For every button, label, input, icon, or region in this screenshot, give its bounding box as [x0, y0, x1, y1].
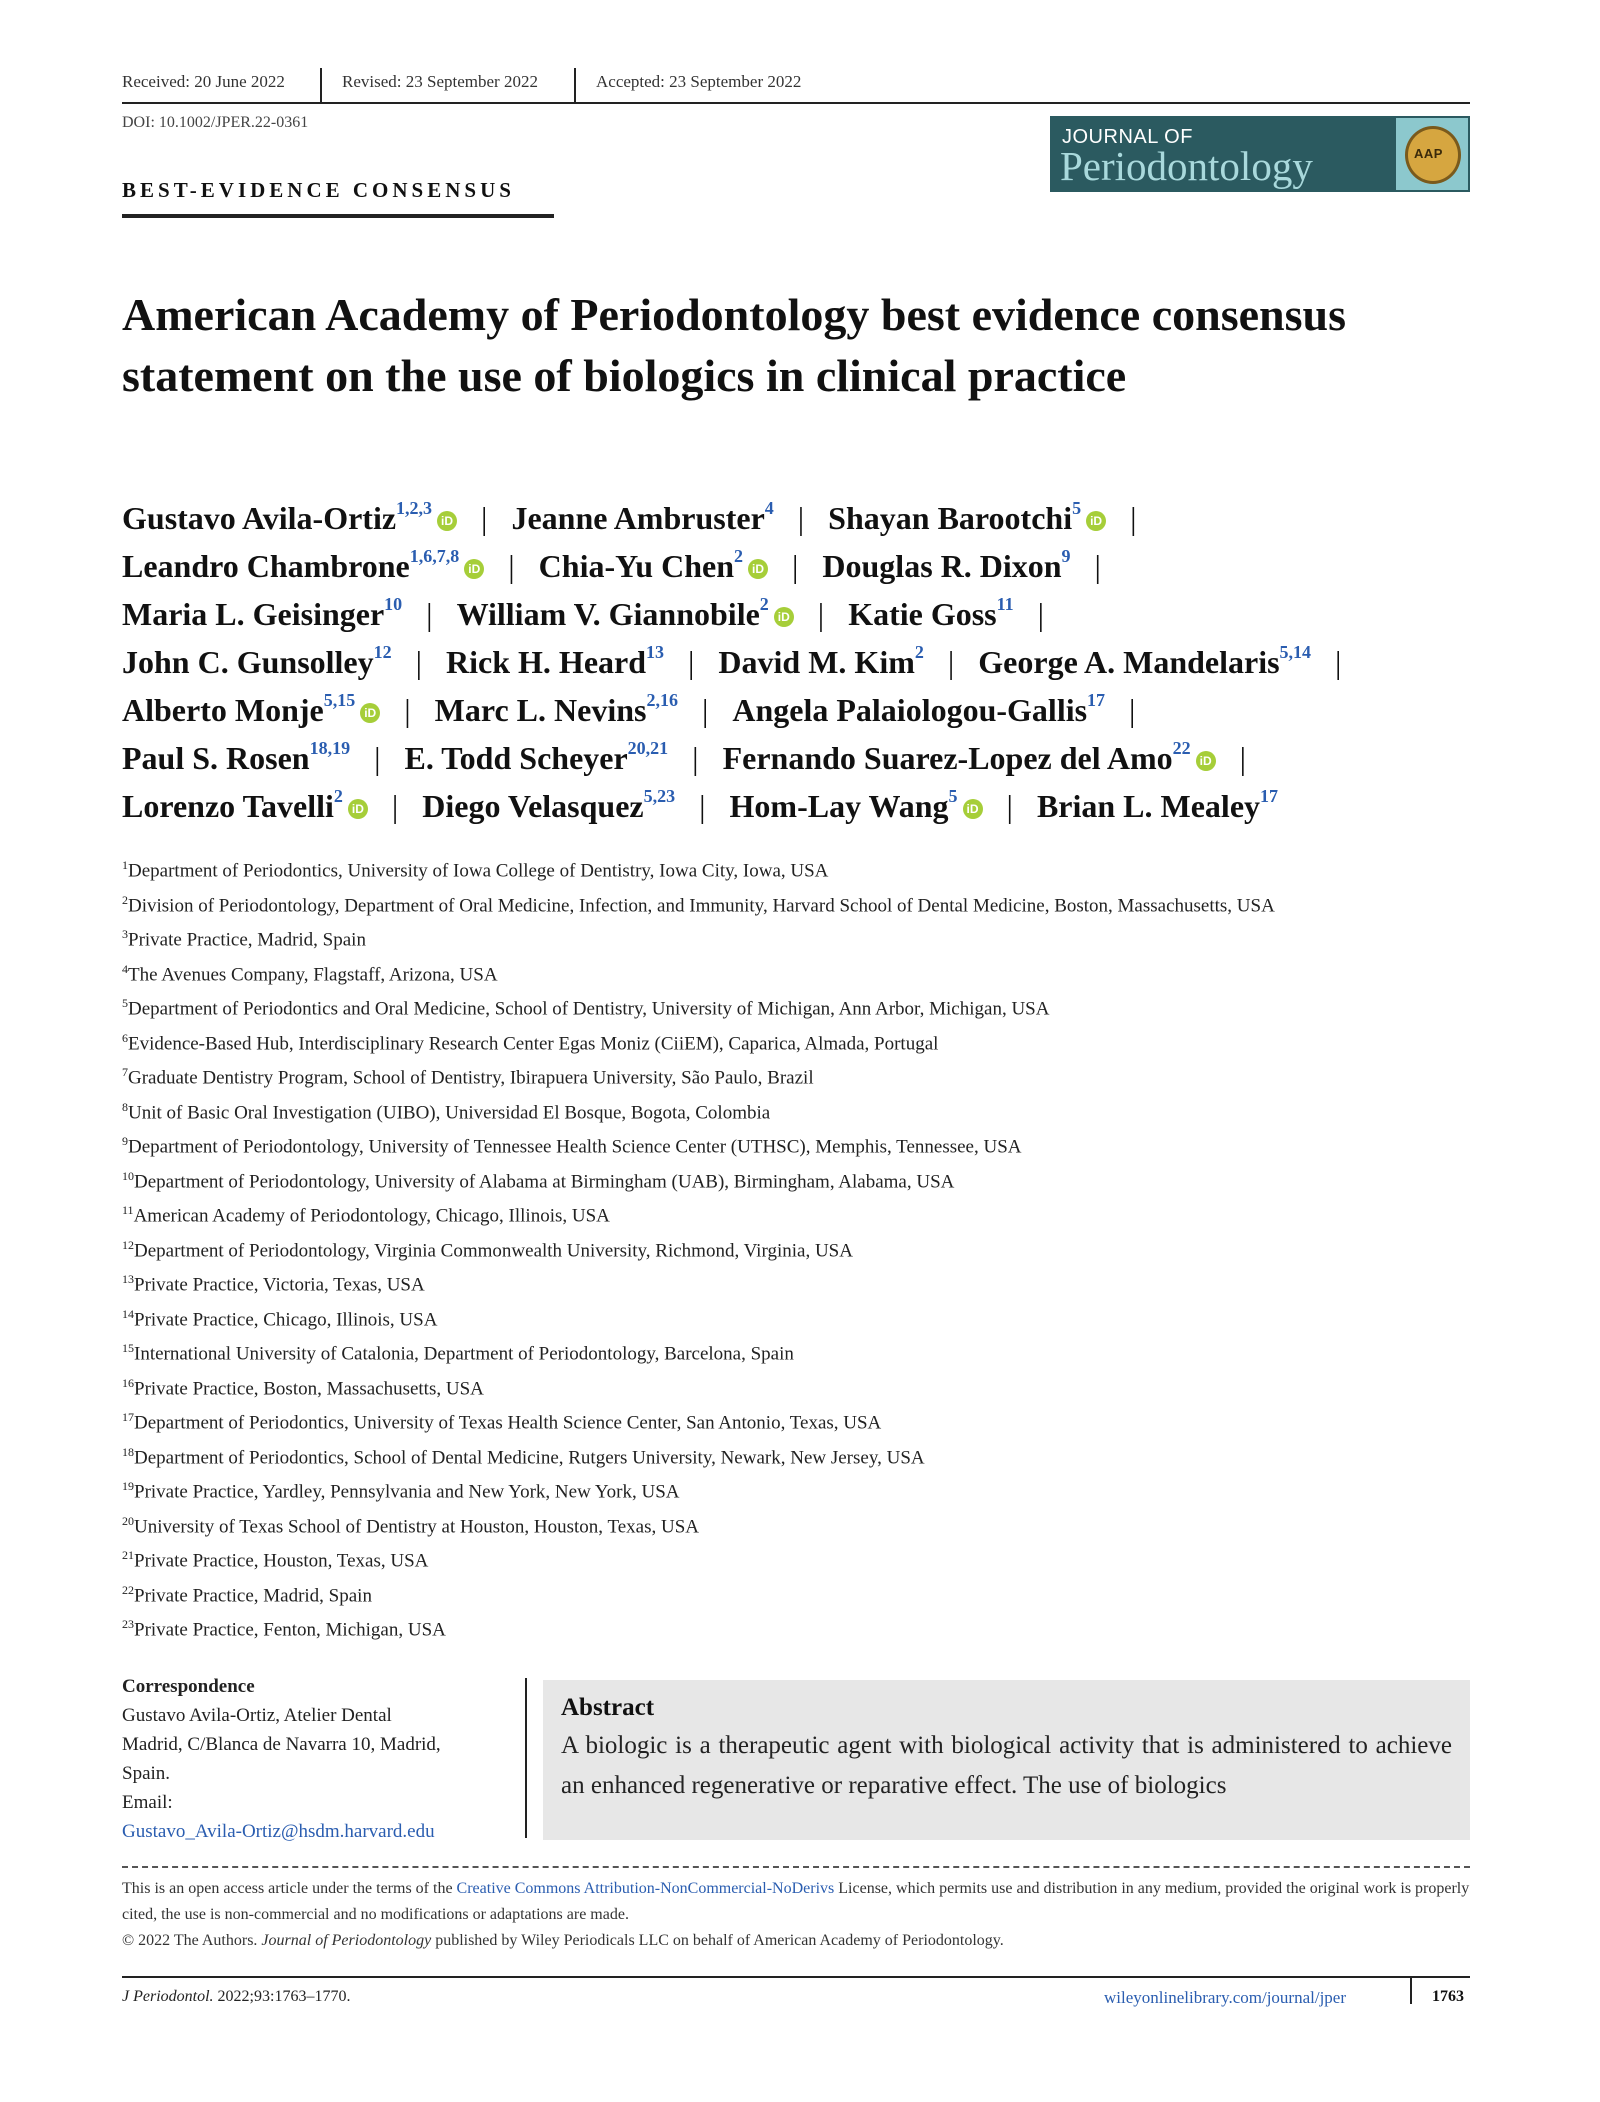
affiliation-text: Department of Periodontics and Oral Medicine, School of Dentistry, University of Michigan, Ann Arbor, Michigan, USA	[128, 998, 1050, 1020]
author-name: Leandro Chambrone	[122, 548, 410, 584]
dashed-divider	[122, 1866, 1470, 1868]
author-line	[122, 548, 1482, 596]
affiliation-text: Department of Periodontics, School of Dental Medicine, Rutgers University, Newark, New Jersey, USA	[134, 1446, 925, 1468]
affiliation-number: 6	[122, 1030, 128, 1045]
affiliation	[122, 1203, 1482, 1238]
author-affiliation-ref[interactable]: 17	[1087, 690, 1106, 711]
affiliation	[122, 1617, 1482, 1652]
section-label: BEST-EVIDENCE CONSENSUS	[122, 178, 515, 202]
author-affiliation-ref[interactable]: 10	[384, 594, 403, 615]
aap-seal-icon	[1396, 118, 1468, 190]
author-line	[122, 596, 1482, 644]
orcid-icon[interactable]: iD	[774, 607, 794, 627]
copyright-journal: Journal of Periodontology	[261, 1932, 432, 1949]
copyright-post: published by Wiley Periodicals LLC on behalf of American Academy of Periodontology.	[431, 1932, 1004, 1949]
abstract-box	[543, 1680, 1470, 1840]
copyright-pre: © 2022 The Authors.	[122, 1932, 262, 1949]
affiliation	[122, 1376, 1482, 1411]
author-affiliation-ref[interactable]: 1,2,3	[396, 498, 433, 519]
correspondence-line: Madrid, C/Blanca de Navarra 10, Madrid,	[122, 1734, 441, 1755]
affiliation-number: 20	[122, 1513, 134, 1528]
author-separator: |	[701, 692, 709, 728]
affiliation	[122, 1410, 1482, 1445]
affiliation-number: 21	[122, 1548, 134, 1562]
author	[422, 788, 675, 825]
abstract-text: A biologic is a therapeutic agent with biological activity that is administered to achieve an enhanced regenerative or reparative effect. The use of biologics	[561, 1732, 1452, 1799]
author-name: Shayan Barootchi	[828, 500, 1073, 536]
affiliation	[122, 858, 1482, 893]
affiliation-number: 16	[122, 1375, 134, 1390]
orcid-icon[interactable]: iD	[748, 559, 768, 579]
author	[122, 500, 457, 537]
author-affiliation-ref[interactable]: 18,19	[309, 738, 351, 759]
author-affiliation-ref[interactable]: 5,14	[1279, 642, 1312, 663]
author-affiliation-ref[interactable]: 5	[948, 786, 958, 807]
affiliation-text: University of Texas School of Dentistry at Houston, Houston, Texas, USA	[134, 1515, 700, 1537]
affiliation	[122, 1514, 1482, 1549]
affiliation-number: 19	[122, 1479, 134, 1493]
affiliation	[122, 1307, 1482, 1342]
affiliation	[122, 1065, 1482, 1100]
author-separator: |	[415, 644, 423, 680]
affiliation-number: 11	[122, 1203, 134, 1217]
accepted-date: Accepted: 23 September 2022	[596, 72, 802, 91]
author-separator: |	[797, 500, 805, 536]
author-line	[122, 788, 1482, 836]
affiliation-text: International University of Catalonia, Department of Periodontology, Barcelona, Spain	[134, 1343, 794, 1365]
license-notice	[122, 1876, 1470, 1954]
author-separator: |	[947, 644, 955, 680]
received-date: Received: 20 June 2022	[122, 72, 285, 91]
orcid-icon[interactable]: iD	[464, 559, 484, 579]
author-name: Hom-Lay Wang	[729, 788, 949, 824]
orcid-icon[interactable]: iD	[1196, 751, 1216, 771]
date-divider	[574, 68, 576, 102]
affiliation-number: 13	[122, 1272, 134, 1286]
affiliation	[122, 962, 1482, 997]
author-line	[122, 644, 1482, 692]
orcid-icon[interactable]: iD	[348, 799, 368, 819]
author-name: Rick H. Heard	[446, 644, 647, 680]
email-link[interactable]: Gustavo_Avila-Ortiz@hsdm.harvard.edu	[122, 1821, 435, 1842]
affiliation-text: Division of Periodontology, Department of Oral Medicine, Infection, and Immunity, Harvard School of Dental Medicine, Boston, Massachusetts, USA	[128, 894, 1275, 916]
affiliation-text: Private Practice, Victoria, Texas, USA	[134, 1274, 425, 1296]
author	[723, 740, 1216, 777]
author-name: George A. Mandelaris	[978, 644, 1280, 680]
author	[848, 596, 1013, 633]
affiliation-number: 4	[122, 961, 128, 976]
author-separator: |	[481, 500, 488, 536]
affiliation-text: Private Practice, Houston, Texas, USA	[134, 1550, 429, 1572]
page-number: 1763	[1432, 1988, 1464, 2005]
author	[122, 644, 392, 681]
affiliation	[122, 1238, 1482, 1273]
affiliation-text: Private Practice, Boston, Massachusetts, USA	[134, 1377, 484, 1399]
affiliation	[122, 927, 1482, 962]
affiliation-number: 17	[122, 1410, 134, 1424]
author-separator: |	[692, 740, 699, 776]
affiliation-number: 7	[122, 1065, 128, 1079]
author	[122, 740, 350, 777]
journal-logo-line1: JOURNAL OF	[1062, 126, 1193, 148]
author-name: Douglas R. Dixon	[822, 548, 1062, 584]
author-affiliation-ref[interactable]: 2,16	[646, 690, 678, 711]
author	[1037, 788, 1278, 825]
author-name: Alberto Monje	[122, 692, 324, 728]
author	[122, 692, 380, 729]
author-name: Maria L. Geisinger	[122, 596, 385, 632]
affiliation-number: 8	[122, 1099, 128, 1114]
author-name: John C. Gunsolley	[122, 644, 374, 680]
affiliation-number: 22	[122, 1582, 134, 1597]
author-affiliation-ref[interactable]: 20,21	[627, 738, 669, 759]
author-affiliation-ref[interactable]: 9	[1061, 546, 1071, 567]
author-separator: |	[1130, 500, 1137, 536]
orcid-icon[interactable]: iD	[963, 799, 983, 819]
author	[446, 644, 664, 681]
author-line	[122, 692, 1482, 740]
author	[457, 596, 794, 633]
author-list	[122, 500, 1482, 836]
article-dates	[122, 68, 1470, 104]
orcid-icon[interactable]: iD	[1086, 511, 1106, 531]
author	[828, 500, 1106, 537]
correspondence-heading: Correspondence	[122, 1676, 255, 1697]
page-number-divider	[1410, 1978, 1412, 2004]
affiliation-text: Department of Periodontics, University of Iowa College of Dentistry, Iowa City, Iowa, USA	[128, 860, 829, 882]
author-separator: |	[1239, 740, 1247, 776]
author-separator: |	[391, 788, 399, 824]
affiliation	[122, 1031, 1482, 1066]
aap-seal-text: AAP	[1414, 146, 1443, 161]
affiliation-text: Department of Periodontology, University of Alabama at Birmingham (UAB), Birmingham, Alabama, USA	[134, 1170, 955, 1192]
author-name: Gustavo Avila-Ortiz	[122, 500, 397, 536]
author-separator: |	[1037, 596, 1045, 632]
author-affiliation-ref[interactable]: 2	[333, 786, 343, 807]
author-separator: |	[1129, 692, 1136, 728]
date-divider	[320, 68, 322, 102]
author-affiliation-ref[interactable]: 13	[646, 642, 665, 663]
author	[730, 788, 983, 825]
correspondence-line: Spain.	[122, 1763, 171, 1784]
author-line	[122, 500, 1482, 548]
author-name: Paul S. Rosen	[122, 740, 310, 776]
author-separator: |	[404, 692, 411, 728]
affiliation-text: Private Practice, Fenton, Michigan, USA	[134, 1619, 446, 1641]
affiliation-number: 15	[122, 1341, 134, 1355]
affiliation-number: 18	[122, 1444, 134, 1459]
author-affiliation-ref[interactable]: 5	[1072, 498, 1082, 519]
author-name: William V. Giannobile	[456, 596, 760, 632]
author	[511, 500, 773, 537]
revised-date: Revised: 23 September 2022	[342, 72, 538, 91]
affiliation-number: 1	[122, 858, 128, 872]
affiliation-number: 5	[122, 996, 128, 1010]
author-affiliation-ref[interactable]: 5,23	[643, 786, 676, 807]
author-name: Diego Velasquez	[422, 788, 644, 824]
author-separator: |	[374, 740, 381, 776]
author	[122, 548, 484, 585]
citation	[122, 1988, 350, 2006]
author	[978, 644, 1311, 681]
affiliation-text: Private Practice, Yardley, Pennsylvania and New York, New York, USA	[134, 1481, 680, 1503]
correspondence	[122, 1672, 512, 1846]
author-name: David M. Kim	[718, 644, 915, 680]
author-affiliation-ref[interactable]: 2	[914, 642, 924, 663]
affiliation-number: 9	[122, 1134, 128, 1148]
author-separator: |	[817, 596, 825, 632]
author-separator: |	[426, 596, 433, 632]
affiliation-text: Private Practice, Chicago, Illinois, USA	[134, 1308, 438, 1330]
author	[435, 692, 678, 729]
author	[539, 548, 768, 585]
author-separator: |	[1006, 788, 1013, 824]
author-affiliation-ref[interactable]: 1,6,7,8	[409, 546, 460, 567]
author-affiliation-ref[interactable]: 11	[996, 594, 1014, 615]
affiliation	[122, 1169, 1482, 1204]
author-affiliation-ref[interactable]: 22	[1172, 738, 1191, 759]
author-name: Katie Goss	[848, 596, 997, 632]
author-separator: |	[699, 788, 706, 824]
author-affiliation-ref[interactable]: 2	[759, 594, 769, 615]
affiliation-number: 23	[122, 1617, 134, 1631]
affiliation-text: Unit of Basic Oral Investigation (UIBO), Universidad El Bosque, Bogota, Colombia	[128, 1101, 771, 1123]
affiliation	[122, 1479, 1482, 1514]
author	[122, 596, 402, 633]
author	[732, 692, 1105, 729]
affiliation-text: American Academy of Periodontology, Chicago, Illinois, USA	[133, 1205, 610, 1227]
article-title: American Academy of Periodontology best evidence consensus statement on the use of biologics in clinical practice	[122, 289, 1346, 401]
affiliation	[122, 1548, 1482, 1583]
license-link[interactable]: Creative Commons Attribution-NonCommercial-NoDerivs	[456, 1880, 835, 1897]
author	[718, 644, 923, 681]
author	[122, 788, 368, 825]
citation-rest: 2022;93:1763–1770.	[213, 1988, 351, 2005]
author-affiliation-ref[interactable]: 4	[764, 498, 774, 519]
author-name: Brian L. Mealey	[1036, 788, 1261, 824]
orcid-icon[interactable]: iD	[437, 511, 457, 531]
affiliation	[122, 1272, 1482, 1307]
journal-logo	[1050, 116, 1470, 192]
author-affiliation-ref[interactable]: 17	[1260, 786, 1279, 807]
affiliation-text: Department of Periodontics, University of Texas Health Science Center, San Antonio, Texas, USA	[134, 1412, 882, 1434]
doi: DOI: 10.1002/JPER.22-0361	[122, 114, 309, 131]
affiliation-text: Private Practice, Madrid, Spain	[134, 1584, 372, 1606]
correspondence-line: Gustavo Avila-Ortiz, Atelier Dental	[122, 1705, 392, 1726]
affiliation	[122, 1445, 1482, 1480]
journal-website-link[interactable]: wileyonlinelibrary.com/journal/jper	[1104, 1988, 1347, 2007]
author-separator: |	[1094, 548, 1101, 584]
author-name: Lorenzo Tavelli	[122, 788, 334, 824]
email-label: Email:	[122, 1792, 173, 1813]
author-name: Angela Palaiologou-Gallis	[732, 692, 1088, 728]
citation-journal: J Periodontol.	[122, 1988, 214, 2005]
affiliation-number: 2	[122, 892, 128, 907]
affiliation	[122, 996, 1482, 1031]
author-line	[122, 740, 1482, 788]
correspondence-divider	[525, 1678, 527, 1838]
license-text-pre: This is an open access article under the terms of the	[122, 1880, 457, 1897]
author-name: Chia-Yu Chen	[538, 548, 734, 584]
author-affiliation-ref[interactable]: 2	[733, 546, 743, 567]
author-separator: |	[1335, 644, 1342, 680]
journal-logo-line2: Periodontology	[1060, 143, 1313, 189]
author-name: Fernando Suarez-Lopez del Amo	[722, 740, 1173, 776]
affiliation-number: 3	[122, 927, 128, 941]
affiliation	[122, 1134, 1482, 1169]
affiliation-number: 14	[122, 1306, 134, 1321]
license-text-post: License, which permits use and distribution in any medium, provided the original work is properly cited, the use is non-commercial and no modifications or adaptations are made.	[122, 1880, 1470, 1923]
affiliation-number: 12	[122, 1237, 134, 1252]
footer-rule	[122, 1976, 1470, 1978]
affiliation	[122, 1583, 1482, 1618]
author-name: E. Todd Scheyer	[404, 740, 628, 776]
affiliation-text: Graduate Dentistry Program, School of Dentistry, Ibirapuera University, São Paulo, Brazil	[128, 1067, 814, 1089]
affiliation-text: Private Practice, Madrid, Spain	[128, 929, 366, 951]
author-name: Marc L. Nevins	[434, 692, 647, 728]
section-rule	[122, 214, 554, 218]
author	[405, 740, 669, 777]
affiliation-text: The Avenues Company, Flagstaff, Arizona, USA	[128, 963, 498, 985]
author-affiliation-ref[interactable]: 12	[373, 642, 392, 663]
author-separator: |	[791, 548, 799, 584]
affiliation-text: Department of Periodontology, University of Tennessee Health Science Center (UTHSC), Memphis, Tennessee, USA	[128, 1136, 1022, 1158]
affiliation	[122, 1341, 1482, 1376]
author-separator: |	[688, 644, 695, 680]
orcid-icon[interactable]: iD	[360, 703, 380, 723]
abstract-heading: Abstract	[561, 1694, 655, 1721]
author-separator: |	[508, 548, 515, 584]
affiliation	[122, 893, 1482, 928]
affiliation-list	[122, 858, 1482, 1652]
affiliation-number: 10	[122, 1168, 134, 1183]
affiliation-text: Department of Periodontology, Virginia Commonwealth University, Richmond, Virginia, USA	[134, 1239, 853, 1261]
author	[822, 548, 1070, 585]
affiliation-text: Evidence-Based Hub, Interdisciplinary Research Center Egas Moniz (CiiEM), Caparica, Almada, Portugal	[128, 1032, 939, 1054]
author-name: Jeanne Ambruster	[511, 500, 765, 536]
author-affiliation-ref[interactable]: 5,15	[323, 690, 356, 711]
affiliation	[122, 1100, 1482, 1135]
